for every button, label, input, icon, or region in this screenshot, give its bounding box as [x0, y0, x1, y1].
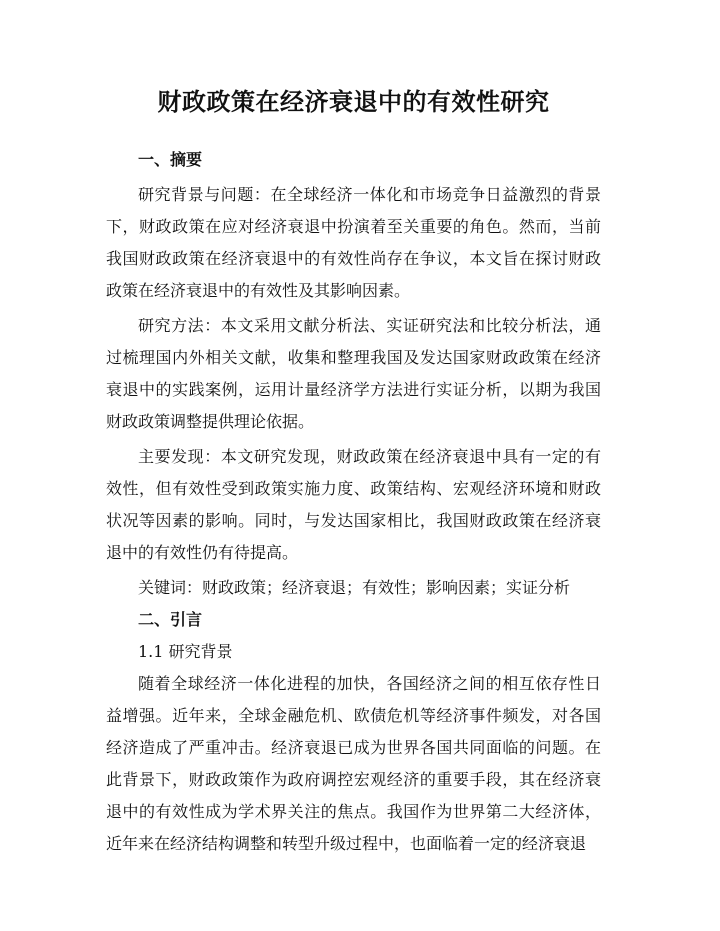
abstract-heading: 一、摘要: [138, 150, 203, 169]
introduction-heading: 二、引言: [138, 610, 203, 629]
abstract-background-paragraph: 研究背景与问题：在全球经济一体化和市场竞争日益激烈的背景下，财政政策在应对经济衰退中扮演着至关重要的角色。然而，当前我国财政政策在经济衰退中的有效性尚存在争议，本文旨在探讨财政政策在经济衰退中的有效性及其影响因素。: [106, 185, 601, 300]
document-title: 财政政策在经济衰退中的有效性研究: [157, 87, 550, 116]
abstract-methods-paragraph: 研究方法：本文采用文献分析法、实证研究法和比较分析法，通过梳理国内外相关文献，收集和整理我国及发达国家财政政策在经济衰退中的实践案例，运用计量经济学方法进行实证分析，以期为我国财政政策调整提供理论依据。: [106, 316, 601, 431]
keywords-line: 关键词：财政政策；经济衰退；有效性；影响因素；实证分析: [138, 578, 571, 597]
abstract-findings-paragraph: 主要发现：本文研究发现，财政政策在经济衰退中具有一定的有效性，但有效性受到政策实施力度、政策结构、宏观经济环境和财政状况等因素的影响。同时，与发达国家相比，我国财政政策在经济衰退中的有效性仍有待提高。: [106, 447, 601, 562]
research-background-subheading: 1.1 研究背景: [138, 642, 233, 661]
document-body: [106, 84, 601, 860]
research-background-paragraph: 随着全球经济一体化进程的加快，各国经济之间的相互依存性日益增强。近年来，全球金融危机、欧债危机等经济事件频发，对各国经济造成了严重冲击。经济衰退已成为世界各国共同面临的问题。在此背景下，财政政策作为政府调控宏观经济的重要手段，其在经济衰退中的有效性成为学术界关注的焦点。我国作为世界第二大经济体，近年来在经济结构调整和转型升级过程中，也面临着一定的经济衰退: [106, 674, 601, 853]
